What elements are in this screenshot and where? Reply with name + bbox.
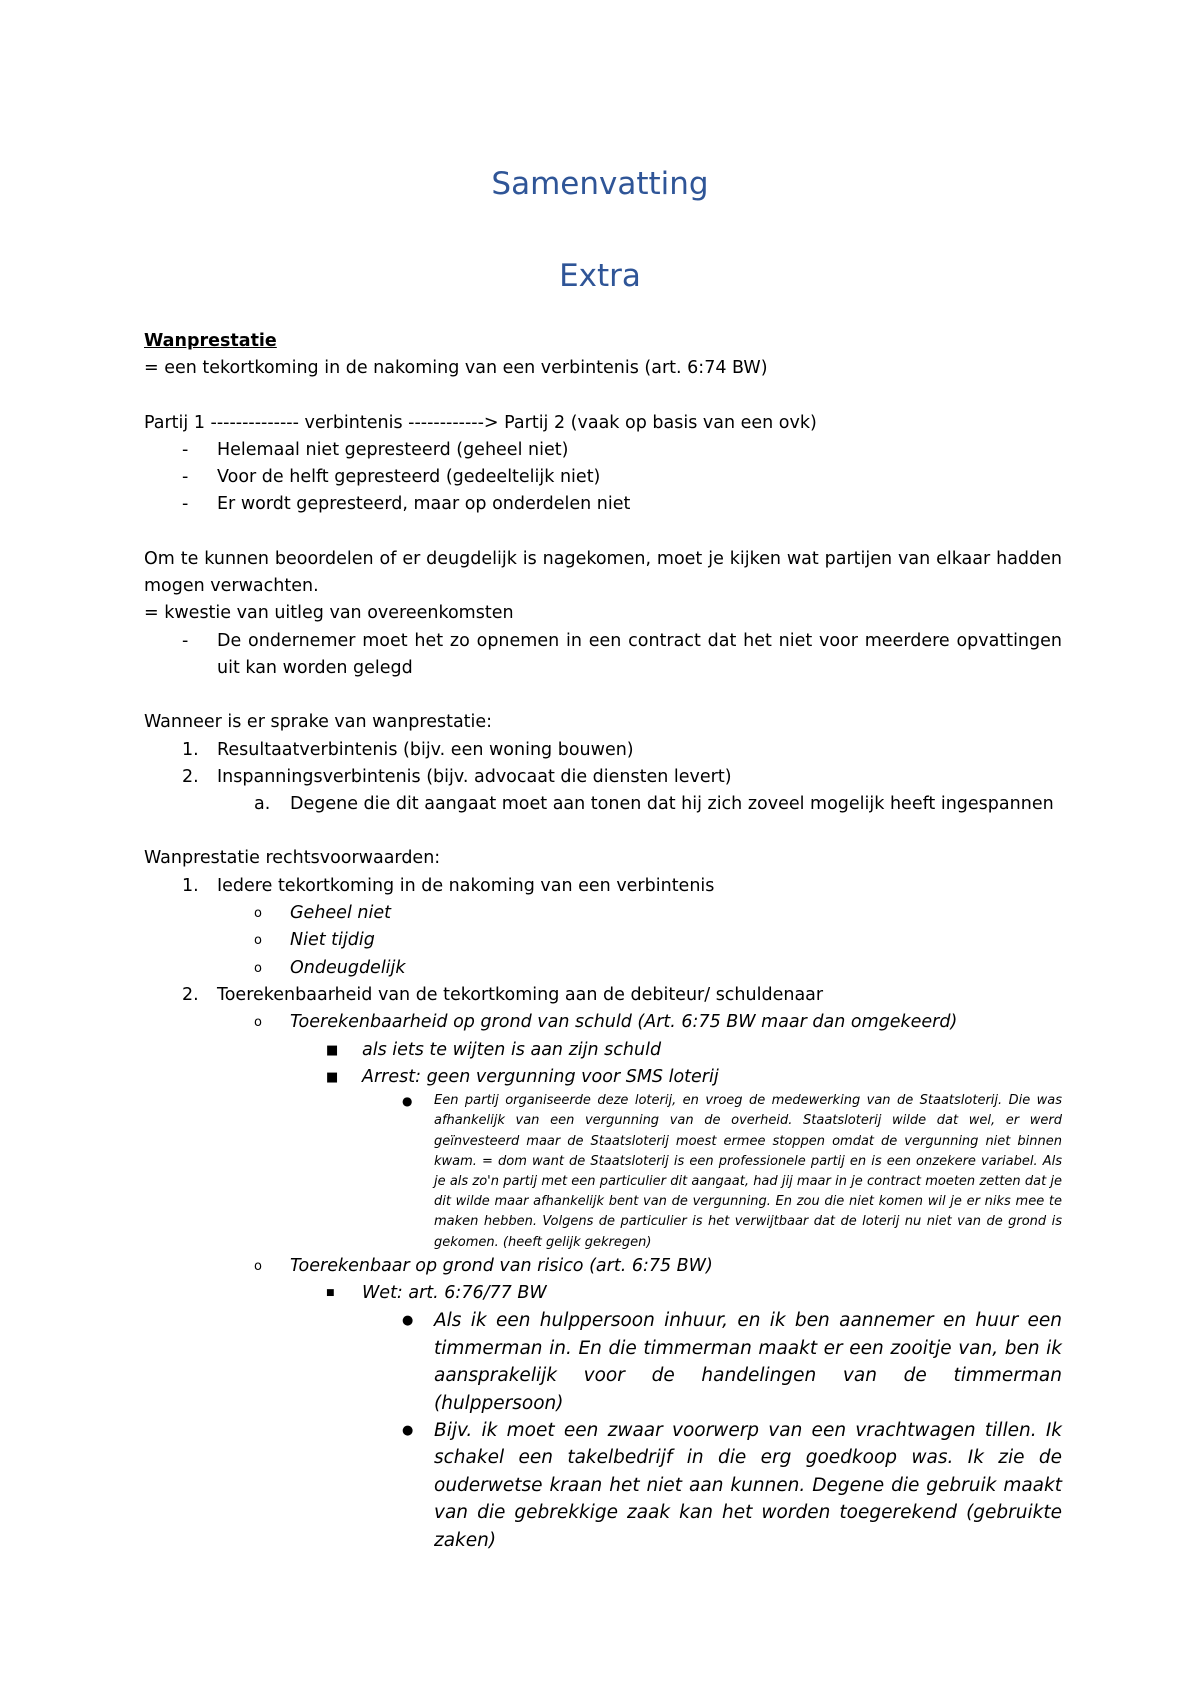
dot-bullet-icon: ● xyxy=(402,1094,413,1109)
list-item: o Toerekenbaar op grond van risico (art. 6:75 BW) xyxy=(144,1253,1062,1280)
circle-bullet-icon: o xyxy=(254,1258,262,1274)
list-item: o Geheel niet xyxy=(144,900,1062,927)
document-subtitle: Extra xyxy=(559,258,641,294)
square-bullet-icon: ■ xyxy=(326,1042,339,1058)
list-item: o Ondeugdelijk xyxy=(144,955,1062,982)
list-item: o Toerekenbaarheid op grond van schuld (Art. 6:75 BW maar dan omgekeerd) xyxy=(144,1009,1062,1036)
party-diagram-line: Partij 1 -------------- verbintenis ------------> Partij 2 (vaak op basis van een ovk) xyxy=(144,412,817,433)
section-heading: Wanprestatie rechtsvoorwaarden: xyxy=(144,848,441,869)
list-item: ■ Wet: art. 6:76/77 BW xyxy=(144,1280,1062,1307)
list-item: o Niet tijdig xyxy=(144,927,1062,954)
list-item: 2. Inspanningsverbintenis (bijv. advocaat die diensten levert) xyxy=(182,766,732,787)
list-item: - Helemaal niet gepresteerd (geheel niet) xyxy=(144,437,1062,464)
circle-bullet-icon: o xyxy=(254,1015,262,1031)
list-item: ● Als ik een hulppersoon inhuur, en ik ben aannemer en huur een timmerman in. En die timmerman maakt er een zooitje van, ben ik aansprakelijk voor de handelingen van de timmerman (hulppersoon) xyxy=(144,1307,1062,1417)
list-item: 2. Toerekenbaarheid van de tekortkoming aan de debiteur/ schuldenaar xyxy=(182,984,824,1005)
list-item: ■ als iets te wijten is aan zijn schuld xyxy=(144,1037,1062,1064)
document-title: Samenvatting xyxy=(491,166,709,202)
section-heading: Wanneer is er sprake van wanprestatie: xyxy=(144,712,493,733)
list-item: 1. Iedere tekortkoming in de nakoming van een verbintenis xyxy=(182,875,715,896)
list-item: ■ Arrest: geen vergunning voor SMS loterij xyxy=(144,1064,1062,1091)
list-item: - Er wordt gepresteerd, maar op onderdelen niet xyxy=(144,491,1062,518)
dot-bullet-icon: ● xyxy=(402,1422,414,1438)
list-item: ● Bijv. ik moet een zwaar voorwerp van een vrachtwagen tillen. Ik schakel een takelbedrijf in die erg goedkoop was. Ik zie de ouderwetse kraan het niet aan kunnen. Degene die gebruik maakt van die gebrekkige zaak kan het worden toegerekend (gebruikte zaken) xyxy=(144,1417,1062,1554)
list-item: 1. Resultaatverbintenis (bijv. een woning bouwen) xyxy=(182,739,634,760)
paragraph: Om te kunnen beoordelen of er deugdelijk is nagekomen, moet je kijken wat partijen van elkaar hadden mogen verwachten. xyxy=(144,548,1062,597)
square-bullet-icon: ■ xyxy=(326,1069,339,1085)
square-bullet-icon: ■ xyxy=(326,1288,335,1299)
dash-bullet: - xyxy=(182,630,189,651)
dot-bullet-icon: ● xyxy=(402,1313,414,1329)
circle-bullet-icon: o xyxy=(254,960,262,976)
circle-bullet-icon: o xyxy=(254,933,262,949)
dash-bullet: - xyxy=(182,439,189,460)
definition-line: = een tekortkoming in de nakoming van een verbintenis (art. 6:74 BW) xyxy=(144,358,768,379)
section-heading-wanprestatie: Wanprestatie xyxy=(144,331,277,351)
list-item: - Voor de helft gepresteerd (gedeeltelijk niet) xyxy=(144,464,1062,491)
circle-bullet-icon: o xyxy=(254,906,262,922)
dash-bullet: - xyxy=(182,494,189,515)
dash-bullet: - xyxy=(182,467,189,488)
list-item: a. Degene die dit aangaat moet aan tonen dat hij zich zoveel mogelijk heeft ingespannen xyxy=(254,794,1054,815)
case-note: ● Een partij organiseerde deze loterij, en vroeg de medewerking van de Staatsloterij. Die was afhankelijk van een vergunning van de overheid. Staatsloterij wilde dat wel, er werd geïnvesteerd maar de Staatsloterij moest ermee stoppen omdat de vergunning niet binnen kwam. = dom want de Staatsloterij is een professionele partij en is een onzekere variabel. Als je als zo'n partij met een particulier dit aangaat, had jij maar in je contract moeten zetten dat je dit wilde maar afhankelijk bent van de vergunning. En zou die niet komen wil je er niks mee te maken hebben. Volgens de particulier is het verwijtbaar dat de loterij nu niet van de grond is gekomen. (heeft gelijk gekregen) xyxy=(402,1093,1062,1250)
definition-line: = kwestie van uitleg van overeenkomsten xyxy=(144,603,514,624)
document-body xyxy=(144,328,1062,1554)
list-item: - De ondernemer moet het zo opnemen in een contract dat het niet voor meerdere opvattingen uit kan worden gelegd xyxy=(144,628,1062,683)
